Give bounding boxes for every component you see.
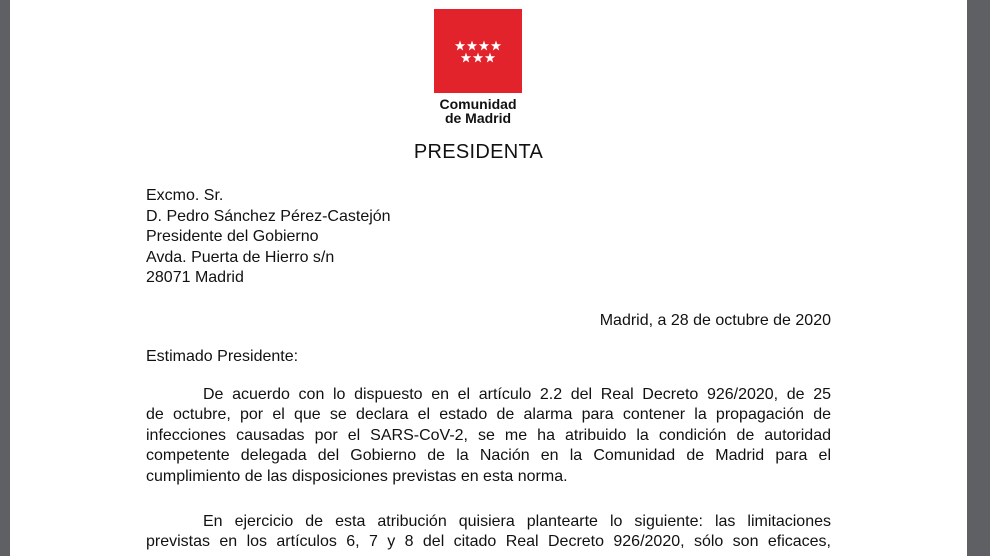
paragraph-line: infecciones causadas por el SARS-CoV-2, se me ha atribuido la condición de autoridad <box>146 426 831 444</box>
body-paragraph-2 <box>146 512 831 553</box>
address-line: Avda. Puerta de Hierro s/n <box>146 248 335 266</box>
address-line: Presidente del Gobierno <box>146 228 319 245</box>
address-line: 28071 Madrid <box>146 269 244 286</box>
seven-stars-icon <box>434 9 522 93</box>
paragraph-line: de octubre, por el que se declara el estado de alarma para contener la propagación de <box>146 406 831 424</box>
date-line: Madrid, a 28 de octubre de 2020 <box>599 312 831 329</box>
office-heading: PRESIDENTA <box>413 141 544 163</box>
organization-name-line2: de Madrid <box>444 110 512 126</box>
recipient-address <box>146 186 391 289</box>
paragraph-line: De acuerdo con lo dispuesto en el artículo 2.2 del Real Decreto 926/2020, de 25 <box>203 386 831 403</box>
salutation: Estimado Presidente: <box>146 348 299 365</box>
body-paragraph-1 <box>146 385 831 487</box>
paragraph-line: En ejercicio de esta atribución quisiera plantearte lo siguiente: las limitaciones <box>203 513 831 530</box>
address-line: D. Pedro Sánchez Pérez-Castejón <box>146 207 391 225</box>
paragraph-line: competente delegada del Gobierno de la Nación en la Comunidad de Madrid para el <box>146 447 831 465</box>
paragraph-line: cumplimiento de las disposiciones previstas en esta norma. <box>146 467 568 485</box>
organization-name <box>420 97 536 125</box>
comunidad-madrid-logo <box>434 9 522 93</box>
paragraph-line: previstas en los artículos 6, 7 y 8 del citado Real Decreto 926/2020, sólo son eficaces, <box>146 533 831 551</box>
address-line: Excmo. Sr. <box>146 187 224 204</box>
document-page <box>10 0 967 556</box>
organization-name-line1: Comunidad <box>439 96 517 112</box>
